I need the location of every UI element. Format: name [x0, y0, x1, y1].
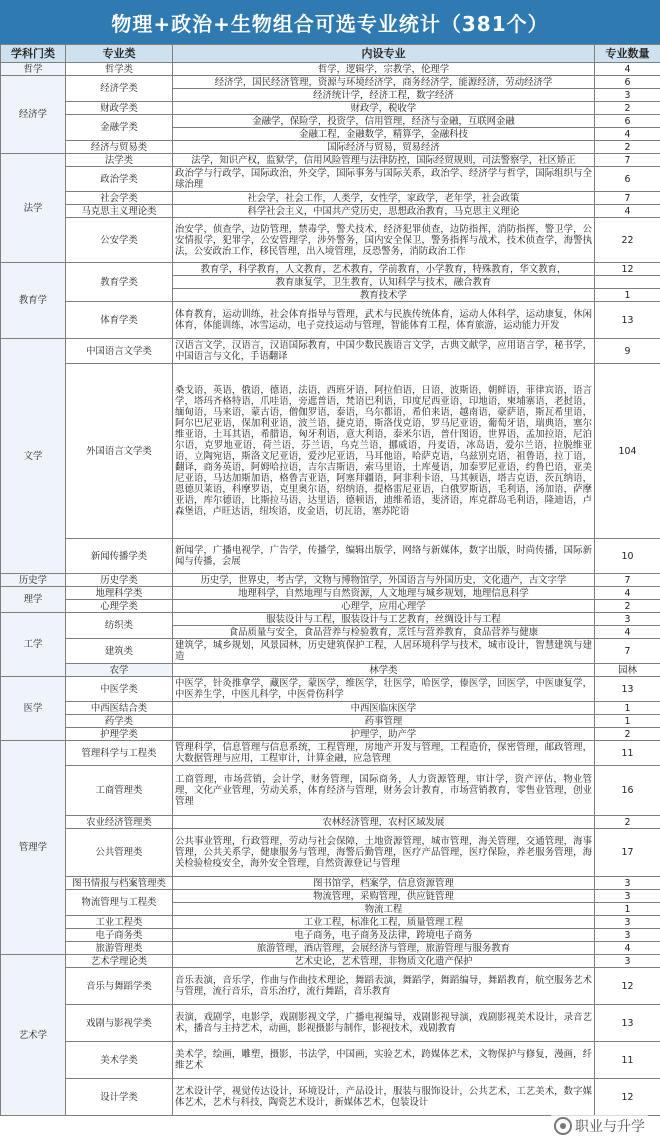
detail-cell: 工业工程，标准化工程，质量管理工程: [173, 916, 595, 929]
detail-cell: 政治学与行政学，国际政治，外交学，国际事务与国际关系，政治学、经济学与哲学，国际组织与全球治理: [173, 167, 595, 192]
subcategory-cell: 公共管理类: [66, 829, 173, 877]
subcategory-cell: 经济学类: [66, 76, 173, 102]
count-cell: 3: [595, 89, 660, 102]
count-cell: 4: [595, 205, 660, 218]
subcategory-cell: 马克思主义理论类: [66, 205, 173, 218]
detail-cell: 社会学，社会工作，人类学，女性学，家政学，老年学，社会政策: [173, 192, 595, 205]
detail-cell: 地理科学，自然地理与自然资源，人文地理与城乡规划，地理信息科学: [173, 587, 595, 600]
detail-cell: 法学，知识产权，监狱学，信用风险管理与法律防控，国际经贸规则，司法警察学，社区矫正: [173, 154, 595, 167]
category-cell: 哲学: [1, 63, 66, 76]
table-row: [1, 302, 660, 339]
subcategory-cell: 美术学类: [66, 1042, 173, 1079]
table-row: [1, 877, 660, 890]
detail-cell: 护理学，助产学: [173, 728, 595, 741]
count-cell: 7: [595, 574, 660, 587]
detail-cell: 国际经济与贸易，贸易经济: [173, 141, 595, 154]
watermark: [551, 1115, 648, 1137]
subcategory-cell: 图书情报与档案管理类: [66, 877, 173, 890]
count-cell: 2: [595, 728, 660, 741]
count-cell: 4: [595, 63, 660, 76]
count-cell: 7: [595, 639, 660, 664]
detail-cell: 建筑学，城乡规划，风景园林，历史建筑保护工程，人居环境科学与技术，城市设计，智慧建筑与建造: [173, 639, 595, 664]
table-row: [1, 955, 660, 968]
detail-cell: 历史学，世界史，考古学，文物与博物馆学，外国语言与外国历史，文化遗产，古文字学: [173, 574, 595, 587]
subcategory-cell: 新闻传播学类: [66, 539, 173, 574]
detail-cell: 药事管理: [173, 715, 595, 728]
count-cell: 4: [595, 128, 660, 141]
subcategory-cell: 中西医结合类: [66, 702, 173, 715]
table-row: [1, 702, 660, 715]
subcategory-cell: 电子商务类: [66, 929, 173, 942]
detail-cell: 财政学，税收学: [173, 102, 595, 115]
count-cell: 11: [595, 1042, 660, 1079]
count-cell: 2: [595, 816, 660, 829]
subcategory-cell: 心理学类: [66, 600, 173, 613]
table-row: [1, 968, 660, 1005]
detail-cell: 管理科学，信息管理与信息系统，工程管理，房地产开发与管理，工程造价，保密管理，邮政管理，大数据管理与应用，工程审计，计算金融，应急管理: [173, 741, 595, 766]
detail-cell: 新闻学，广播电视学，广告学，传播学，编辑出版学，网络与新媒体，数字出版，时尚传播，国际新闻与传播，会展: [173, 539, 595, 574]
detail-cell: 金融学，保险学，投资学，信用管理，经济与金融，互联网金融: [173, 115, 595, 128]
subcategory-cell: 中国语言文学类: [66, 339, 173, 364]
table-row: [1, 1079, 660, 1116]
subcategory-cell: 物流管理与工程类: [66, 890, 173, 916]
category-cell: 法学: [1, 154, 66, 263]
table-row: [1, 587, 660, 600]
count-cell: 1: [595, 702, 660, 715]
count-cell: 2: [595, 141, 660, 154]
table-row: [1, 63, 660, 76]
count-cell: 22: [595, 218, 660, 263]
subcategory-cell: 工商管理类: [66, 766, 173, 816]
watermark-text: 职业与升学: [575, 1119, 645, 1135]
subcategory-cell: 外国语言文学类: [66, 364, 173, 539]
category-cell: 经济学: [1, 76, 66, 154]
subcategory-cell: 财政学类: [66, 102, 173, 115]
subcategory-cell: 旅游管理类: [66, 942, 173, 955]
subcategory-cell: 建筑类: [66, 639, 173, 664]
count-cell: 3: [595, 955, 660, 968]
count-cell: 7: [595, 154, 660, 167]
count-cell: 3: [595, 929, 660, 942]
detail-cell: 工商管理，市场营销，会计学，财务管理，国际商务，人力资源管理，审计学，资产评估，物业管理，文化产业管理，劳动关系，体育经济与管理，财务会计教育，市场营销教育，零售业管理，创业管理: [173, 766, 595, 816]
table-row: [1, 600, 660, 613]
count-cell: 12: [595, 263, 660, 276]
table-row: [1, 192, 660, 205]
header-category: 学科门类: [1, 45, 66, 63]
table-row: [1, 929, 660, 942]
count-cell: 12: [595, 1079, 660, 1116]
category-cell: 历史学: [1, 574, 66, 587]
count-cell: 104: [595, 364, 660, 539]
table-row: [1, 816, 660, 829]
category-cell: 文学: [1, 339, 66, 574]
header-subcategory: 专业类: [66, 45, 173, 63]
count-cell: 1: [595, 903, 660, 916]
count-cell: 11: [595, 741, 660, 766]
detail-cell: 中医学，针灸推拿学，藏医学，蒙医学，维医学，壮医学，哈医学，傣医学，回医学，中医康复学，中医养生学，中医儿科学，中医骨伤科学: [173, 677, 595, 702]
subcategory-cell: 公安学类: [66, 218, 173, 263]
table-row: [1, 715, 660, 728]
count-cell: 3: [595, 877, 660, 890]
table-row: [1, 1005, 660, 1042]
table-row: [1, 574, 660, 587]
detail-cell: 桑戈语，英语，俄语，德语，法语，西班牙语，阿拉伯语，日语，波斯语，朝鲜语，菲律宾语，语言学，塔玛齐格特语，爪哇语，旁遮普语，梵语巴利语，印度尼西亚语，印地语，柬埔寨语，老挝语，缅甸语，马来语，蒙古语，僧伽罗语，泰语，乌尔都语，希伯来语，越南语，豪萨语，斯瓦希里语，阿尔巴尼亚语，保加利亚语，波兰语，捷克语，斯洛伐克语，罗马尼亚语，葡萄牙语，瑞典语，塞尔维亚语，土耳其语，希腊语，匈牙利语，意大利语，泰米尔语，普什图语，世界语，孟加拉语，尼泊尔语，克罗地亚语，荷兰语，芬兰语，乌克兰语，挪威语，丹麦语，冰岛语，爱尔兰语，拉脱维亚语，立陶宛语，斯洛文尼亚语，爱沙尼亚语，马耳他语，哈萨克语，乌兹别克语，祖鲁语，拉丁语，翻译，商务英语，阿姆哈拉语，吉尔吉斯语，索马里语，土库曼语，加泰罗尼亚语，约鲁巴语，亚美尼亚语，马达加斯加语，格鲁吉亚语，阿塞拜疆语，阿非利卡语，马其顿语，塔吉克语，茨瓦纳语，恩德贝莱语，科摩罗语，克里奥尔语，绍纳语，提格雷尼亚语，白俄罗斯语，毛利语，汤加语，萨摩亚语，库尔德语，比斯拉马语，达里语，德顿语，迪维希语，斐济语，库克群岛毛利语，隆迪语，卢森堡语，卢旺达语，纽埃语，皮金语，切瓦语，塞苏陀语: [173, 364, 595, 539]
detail-cell: 教育技术学: [173, 289, 595, 302]
table-row: [1, 102, 660, 115]
subcategory-cell: 艺术学理论类: [66, 955, 173, 968]
count-cell: 13: [595, 1005, 660, 1042]
subcategory-cell: 音乐与舞蹈学类: [66, 968, 173, 1005]
detail-cell: 食品质量与安全，食品营养与检验教育，烹饪与营养教育，食品营养与健康: [173, 626, 595, 639]
detail-cell: 金融工程，金融数学，精算学，金融科技: [173, 128, 595, 141]
table-row: [1, 115, 660, 128]
count-cell: 16: [595, 766, 660, 816]
subcategory-cell: 纺织类: [66, 613, 173, 639]
detail-cell: 公共事业管理，行政管理，劳动与社会保障，土地资源管理，城市管理，海关管理，交通管理，海事管理，公共关系学，健康服务与管理，海警后勤管理，医疗产品管理，医疗保险，养老服务管理，海关检验检疫安全，海外安全管理，自然资源登记与管理: [173, 829, 595, 877]
table-header-row: [1, 45, 660, 63]
subcategory-cell: 农业经济管理类: [66, 816, 173, 829]
subcategory-cell: 政治学类: [66, 167, 173, 192]
subcategory-cell: 工业工程类: [66, 916, 173, 929]
detail-cell: 农林经济管理，农村区域发展: [173, 816, 595, 829]
detail-cell: 哲学，逻辑学，宗教学，伦理学: [173, 63, 595, 76]
count-cell: 4: [595, 626, 660, 639]
table-row: [1, 890, 660, 903]
detail-cell: 经济统计学，经济工程，数字经济: [173, 89, 595, 102]
count-cell: 6: [595, 115, 660, 128]
table-row: [1, 167, 660, 192]
count-cell: 4: [595, 587, 660, 600]
category-cell: 艺术学: [1, 955, 66, 1116]
detail-cell: 教育学，科学教育，人文教育，艺术教育，学前教育，小学教育，特殊教育，华文教育，: [173, 263, 595, 276]
count-cell: [595, 276, 660, 289]
subcategory-cell: 法学类: [66, 154, 173, 167]
count-cell: 12: [595, 968, 660, 1005]
count-cell: 17: [595, 829, 660, 877]
detail-cell: 汉语言文学，汉语言，汉语国际教育，中国少数民族语言文学，古典文献学，应用语言学，秘书学，中国语言与文化，手语翻译: [173, 339, 595, 364]
count-cell: 3: [595, 916, 660, 929]
category-cell: 理学: [1, 587, 66, 613]
subcategory-cell: 哲学类: [66, 63, 173, 76]
count-cell: 3: [595, 613, 660, 626]
header-count: 专业数量: [595, 45, 660, 63]
table-row: [1, 916, 660, 929]
subcategory-cell: 经济与贸易类: [66, 141, 173, 154]
category-cell: 管理学: [1, 741, 66, 955]
table-row: [1, 942, 660, 955]
subcategory-cell: 历史学类: [66, 574, 173, 587]
subcategory-cell: 药学类: [66, 715, 173, 728]
detail-cell: 表演，戏剧学，电影学，戏剧影视文学，广播电视编导，戏剧影视导演，戏剧影视美术设计，录音艺术，播音与主持艺术，动画，影视摄影与制作，影视技术，戏剧教育: [173, 1005, 595, 1042]
subcategory-cell: 戏剧与影视学类: [66, 1005, 173, 1042]
subcategory-cell: 教育学类: [66, 263, 173, 302]
table-body: [1, 63, 660, 1116]
subcategory-cell: 金融学类: [66, 115, 173, 141]
table-row: [1, 664, 660, 677]
table-row: [1, 364, 660, 539]
count-cell: 6: [595, 167, 660, 192]
detail-cell: 音乐表演，音乐学，作曲与作曲技术理论，舞蹈表演，舞蹈学，舞蹈编导，舞蹈教育，航空服务艺术与管理，流行音乐，音乐治疗，流行舞蹈，音乐教育: [173, 968, 595, 1005]
table-row: [1, 728, 660, 741]
category-cell: 教育学: [1, 263, 66, 339]
detail-cell: 心理学，应用心理学: [173, 600, 595, 613]
detail-cell: 教育康复学，卫生教育，认知科学与技术，融合教育: [173, 276, 595, 289]
detail-cell: 体育教育，运动训练，社会体育指导与管理，武术与民族传统体育，运动人体科学，运动康复，休闲体育，体能训练，冰雪运动，电子竞技运动与管理，智能体育工程，体育旅游，运动能力开发: [173, 302, 595, 339]
page-title: 物理+政治+生物组合可选专业统计（381个）: [0, 0, 660, 44]
detail-cell: 园林: [595, 664, 660, 677]
table-row: [1, 141, 660, 154]
detail-cell: 治安学，侦查学，边防管理，禁毒学，警犬技术，经济犯罪侦查，边防指挥，消防指挥，警卫学，公安情报学，犯罪学，公安管理学，涉外警务，国内安全保卫，警务指挥与战术，技术侦查学，海警执法，公安政治工作，移民管理，出入境管理，反恐警务，消防政治工作: [173, 218, 595, 263]
subcategory-cell: 体育学类: [66, 302, 173, 339]
table-row: [1, 829, 660, 877]
major-statistics-table: [0, 44, 660, 1116]
subcategory-cell: 管理科学与工程类: [66, 741, 173, 766]
table-row: [1, 339, 660, 364]
detail-cell: 服装设计与工程，服装设计与工艺教育，丝绸设计与工程: [173, 613, 595, 626]
table-row: [1, 613, 660, 626]
detail-cell: 经济学，国民经济管理，资源与环境经济学，商务经济学，能源经济，劳动经济学: [173, 76, 595, 89]
wechat-logo-icon: [554, 1117, 572, 1135]
count-cell: 7: [595, 192, 660, 205]
detail-cell: 艺术史论，艺术管理，非物质文化遗产保护: [173, 955, 595, 968]
table-row: [1, 205, 660, 218]
detail-cell: 中西医临床医学: [173, 702, 595, 715]
category-cell: 农学: [66, 664, 173, 677]
detail-cell: 美术学，绘画，雕塑，摄影，书法学，中国画，实验艺术，跨媒体艺术，文物保护与修复，漫画，纤维艺术: [173, 1042, 595, 1079]
detail-cell: 艺术设计学，视觉传达设计，环境设计，产品设计，服装与服饰设计，公共艺术，工艺美术，数字媒体艺术，艺术与科技，陶瓷艺术设计，新媒体艺术，包装设计: [173, 1079, 595, 1116]
detail-cell: 图书馆学，档案学，信息资源管理: [173, 877, 595, 890]
count-cell: 4: [595, 942, 660, 955]
count-cell: 2: [595, 600, 660, 613]
table-row: [1, 639, 660, 664]
count-cell: 3: [595, 890, 660, 903]
count-cell: 13: [595, 302, 660, 339]
table-row: [1, 154, 660, 167]
header-detail: 内设专业: [173, 45, 595, 63]
count-cell: 6: [595, 76, 660, 89]
table-row: [1, 677, 660, 702]
subcategory-cell: 地理科学类: [66, 587, 173, 600]
count-cell: 9: [595, 339, 660, 364]
subcategory-cell: 中医学类: [66, 677, 173, 702]
subcategory-cell: 护理学类: [66, 728, 173, 741]
count-cell: 13: [595, 677, 660, 702]
subcategory-cell: 设计学类: [66, 1079, 173, 1116]
category-cell: 工学: [1, 613, 66, 677]
detail-cell: 物流工程: [173, 903, 595, 916]
subcategory-cell: 林学类: [173, 664, 595, 677]
table-row: [1, 263, 660, 276]
subcategory-cell: 社会学类: [66, 192, 173, 205]
detail-cell: 电子商务，电子商务及法律，跨境电子商务: [173, 929, 595, 942]
detail-cell: 物流管理，采购管理，供应链管理: [173, 890, 595, 903]
table-row: [1, 218, 660, 263]
table-row: [1, 539, 660, 574]
count-cell: 2: [595, 102, 660, 115]
table-row: [1, 741, 660, 766]
count-cell: 1: [595, 715, 660, 728]
table-row: [1, 1042, 660, 1079]
table-row: [1, 76, 660, 89]
detail-cell: 科学社会主义，中国共产党历史，思想政治教育，马克思主义理论: [173, 205, 595, 218]
count-cell: 10: [595, 539, 660, 574]
detail-cell: 旅游管理，酒店管理，会展经济与管理，旅游管理与服务教育: [173, 942, 595, 955]
table-row: [1, 766, 660, 816]
category-cell: 医学: [1, 677, 66, 741]
count-cell: 1: [595, 289, 660, 302]
